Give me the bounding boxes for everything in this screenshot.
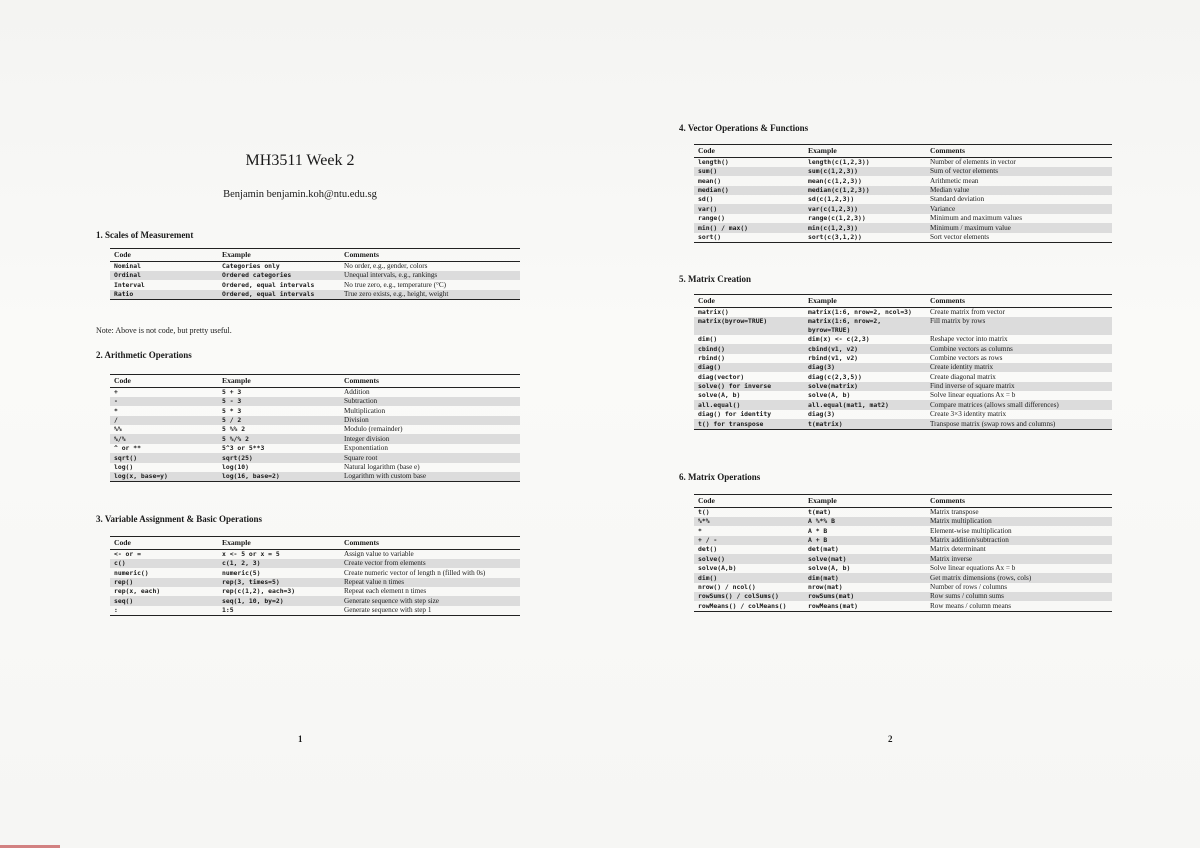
table-arithmetic-operations (110, 374, 520, 482)
page-number: 1 (298, 734, 303, 744)
cell-comment: Solve linear equations Ax = b (930, 564, 1016, 573)
cell-code: + / - (694, 536, 804, 545)
cell-comment: Minimum and maximum values (930, 214, 1023, 223)
cell-comment: Find inverse of square matrix (926, 382, 1112, 391)
cell-code: t() for transpose (694, 419, 804, 429)
page-2 (600, 0, 1200, 848)
cell-example: 5^3 or 5**3 (222, 444, 265, 453)
cell-example: t(mat) (808, 507, 832, 516)
cell-code: t() (698, 507, 710, 516)
cell-code: * (114, 406, 118, 415)
cell-example: sd(c(1,2,3)) (808, 195, 855, 204)
column-header-code: Code (110, 537, 218, 550)
cell-code: log(x, base=y) (110, 472, 218, 482)
cell-code: Interval (114, 280, 145, 289)
cell-comment: Addition (344, 387, 370, 396)
cell-example: 5 * 3 (222, 406, 242, 415)
table-scales-of-measurement (110, 248, 520, 300)
cell-example: solve(A, b) (808, 391, 851, 400)
cell-example: x <- 5 or x = 5 (222, 549, 280, 558)
cell-example: Ordered, equal intervals (222, 280, 315, 289)
table-row (110, 397, 520, 406)
cell-code: matrix() (698, 307, 729, 316)
table-row (110, 463, 520, 472)
cell-code: %*% (694, 517, 804, 526)
cell-comment: Compare matrices (allows small differences) (926, 400, 1112, 409)
table-row (694, 344, 1112, 353)
cell-example: solve(matrix) (804, 382, 926, 391)
cell-comment: Generate sequence with step size (340, 596, 520, 605)
cell-comment: True zero exists, e.g., height, weight (340, 290, 520, 300)
cell-code: <- or = (114, 549, 141, 558)
column-header-code: Code (694, 145, 804, 158)
cell-code: Ordinal (110, 271, 218, 280)
cell-code: dim() (694, 573, 804, 582)
cell-comment: Matrix inverse (926, 554, 1112, 563)
cell-comment: Square root (340, 453, 520, 462)
cell-example: dim(x) <- c(2,3) (808, 335, 870, 344)
cell-comment: Fill matrix by rows (926, 317, 1112, 335)
table-header-row (694, 145, 1112, 158)
cell-comment: Get matrix dimensions (rows, cols) (926, 573, 1112, 582)
column-header-code: Code (110, 375, 218, 388)
cell-example: Categories only (222, 261, 280, 270)
cell-comment: Create vector from elements (340, 559, 520, 568)
cell-example: rep(c(1,2), each=3) (222, 587, 296, 596)
table-row (110, 425, 520, 434)
cell-example: A %*% B (804, 517, 926, 526)
table-row (694, 573, 1112, 582)
table-row (694, 372, 1112, 381)
cell-example: rbind(v1, v2) (808, 353, 859, 362)
table-row (694, 536, 1112, 545)
cell-example: sort(c(3,1,2)) (804, 233, 926, 243)
table-row (694, 545, 1112, 554)
cell-example: Ordered categories (218, 271, 340, 280)
cell-example: solve(A, b) (808, 564, 851, 573)
cell-comment: Create numeric vector of length n (filled with 0s) (344, 568, 486, 577)
cell-example: length(c(1,2,3)) (808, 157, 870, 166)
cell-example: diag(3) (808, 410, 835, 419)
author-line: Benjamin benjamin.koh@ntu.edu.sg (223, 189, 377, 200)
cell-comment: Minimum / maximum value (926, 223, 1112, 232)
column-header-comment: Comments (926, 295, 1112, 308)
cell-comment: Create matrix from vector (930, 307, 1005, 316)
cell-code: var() (694, 204, 804, 213)
column-header-example: Example (804, 295, 926, 308)
cell-comment: Exponentiation (344, 444, 388, 453)
cell-code: diag(vector) (698, 372, 745, 381)
cell-code: cbind() (694, 344, 804, 353)
cell-comment: Element-wise multiplication (930, 526, 1012, 535)
cell-comment: Generate sequence with step 1 (340, 606, 520, 616)
cell-comment: Matrix determinant (930, 545, 986, 554)
cell-example: cbind(v1, v2) (804, 344, 926, 353)
cell-comment: Transpose matrix (swap rows and columns) (926, 419, 1112, 429)
table-row (694, 400, 1112, 409)
table-row (694, 186, 1112, 195)
table-row (694, 167, 1112, 176)
cell-example: rep(3, times=5) (218, 578, 340, 587)
table-row (110, 290, 520, 300)
cell-comment: Subtraction (340, 397, 520, 406)
cell-code: all.equal() (694, 400, 804, 409)
cell-example: Ordered, equal intervals (218, 290, 340, 300)
table-row (110, 406, 520, 415)
table-row (694, 204, 1112, 213)
cell-code: sd() (698, 195, 714, 204)
table-row (110, 280, 520, 289)
cell-example: log(10) (222, 462, 249, 471)
table-header-row (110, 249, 520, 262)
column-header-example: Example (804, 145, 926, 158)
section-heading: 3. Variable Assignment & Basic Operations (96, 514, 263, 524)
table-row (694, 307, 1112, 317)
table-row (694, 223, 1112, 232)
table-row (110, 559, 520, 568)
column-header-code: Code (110, 249, 218, 262)
column-header-code: Code (694, 495, 804, 508)
cell-code: dim() (698, 335, 718, 344)
cell-example: 5 %% 2 (222, 425, 246, 434)
table-row (110, 271, 520, 280)
cell-code: range() (698, 214, 725, 223)
cell-code: median() (694, 186, 804, 195)
cell-example: median(c(1,2,3)) (804, 186, 926, 195)
table-matrix-creation (694, 294, 1112, 430)
cell-comment: No order, e.g., gender, colors (344, 261, 428, 270)
note-text: Note: Above is not code, but pretty useful. (96, 326, 232, 335)
cell-code: rowSums() / colSums() (694, 592, 804, 601)
cell-code: rep(x, each) (114, 587, 161, 596)
table-row (110, 434, 520, 443)
table-row (694, 583, 1112, 592)
cell-example: A * B (808, 526, 828, 535)
cell-code: numeric() (114, 568, 149, 577)
table-row (694, 507, 1112, 517)
column-header-comment: Comments (926, 145, 1112, 158)
cell-code: log() (114, 462, 134, 471)
cell-comment: Arithmetic mean (930, 176, 979, 185)
column-header-comment: Comments (926, 495, 1112, 508)
table-row (110, 416, 520, 425)
table-row (694, 592, 1112, 601)
table-vector-operations (694, 144, 1112, 243)
table-row (694, 382, 1112, 391)
cell-code: sort() (694, 233, 804, 243)
cell-code: diag() for identity (698, 410, 772, 419)
cell-comment: Repeat value n times (340, 578, 520, 587)
cell-code: rbind() (698, 353, 725, 362)
cell-example: min(c(1,2,3)) (804, 223, 926, 232)
cell-comment: Create 3×3 identity matrix (930, 410, 1007, 419)
cell-example: rowSums(mat) (804, 592, 926, 601)
cell-code: solve() (694, 554, 804, 563)
cell-comment: Logarithm with custom base (340, 472, 520, 482)
column-header-example: Example (218, 537, 340, 550)
cell-comment: Sort vector elements (926, 233, 1112, 243)
table-row (110, 606, 520, 616)
cell-comment: Median value (926, 186, 1112, 195)
table-row (694, 526, 1112, 535)
cell-code: sqrt() (110, 453, 218, 462)
cell-example: diag(c(2,3,5)) (808, 372, 862, 381)
table-header-row (694, 295, 1112, 308)
cell-code: nrow() / ncol() (698, 582, 756, 591)
table-row (694, 157, 1112, 167)
table-matrix-operations (694, 494, 1112, 612)
table-row (694, 317, 1112, 335)
cell-code: ^ or ** (114, 444, 141, 453)
cell-code: %% (114, 425, 122, 434)
table-row (110, 596, 520, 605)
table-row (694, 410, 1112, 419)
cell-comment: Division (340, 416, 520, 425)
cell-example: matrix(1:6, nrow=2, byrow=TRUE) (804, 317, 926, 335)
column-header-example: Example (218, 249, 340, 262)
column-header-comment: Comments (340, 249, 520, 262)
cell-code: sum() (694, 167, 804, 176)
column-header-comment: Comments (340, 375, 520, 388)
table-row (694, 354, 1112, 363)
cell-code: diag() (694, 363, 804, 372)
cell-comment: Row means / column means (926, 601, 1112, 611)
table-row (694, 176, 1112, 185)
table-row (694, 601, 1112, 611)
cell-comment: Unequal intervals, e.g., rankings (340, 271, 520, 280)
cell-comment: Combine vectors as rows (930, 353, 1003, 362)
cell-example: dim(mat) (804, 573, 926, 582)
table-row (694, 419, 1112, 429)
cell-code: solve(A,b) (698, 564, 737, 573)
cell-code: c() (110, 559, 218, 568)
table-row (110, 444, 520, 453)
cell-comment: Combine vectors as columns (926, 344, 1112, 353)
cell-code: solve(A, b) (698, 391, 741, 400)
cell-code: length() (698, 157, 729, 166)
table-variable-assignment (110, 536, 520, 616)
cell-code: - (110, 397, 218, 406)
cell-comment: Create identity matrix (926, 363, 1112, 372)
table-row (110, 472, 520, 482)
table-header-row (110, 537, 520, 550)
cell-example: 5 / 2 (218, 416, 340, 425)
cell-code: solve() for inverse (694, 382, 804, 391)
column-header-code: Code (694, 295, 804, 308)
table-row (110, 387, 520, 397)
table-row (694, 214, 1112, 223)
cell-comment: Integer division (340, 434, 520, 443)
cell-code: * (698, 526, 702, 535)
section-heading: 1. Scales of Measurement (96, 230, 194, 240)
cell-example: numeric(5) (222, 568, 261, 577)
cell-code: rep() (110, 578, 218, 587)
table-row (110, 568, 520, 577)
cell-code: Ratio (110, 290, 218, 300)
cell-example: c(1, 2, 3) (218, 559, 340, 568)
page-number: 2 (888, 734, 893, 744)
cell-comment: No true zero, e.g., temperature (°C) (344, 280, 447, 289)
cell-comment: Multiplication (344, 406, 386, 415)
table-row (694, 195, 1112, 204)
cell-example: 1:5 (218, 606, 340, 616)
cell-code: min() / max() (694, 223, 804, 232)
cell-example: 5 - 3 (218, 397, 340, 406)
table-row (694, 363, 1112, 372)
table-row (110, 549, 520, 559)
cell-comment: Number of rows / columns (930, 582, 1008, 591)
table-row (110, 578, 520, 587)
cell-example: t(matrix) (804, 419, 926, 429)
cell-comment: Repeat each element n times (344, 587, 427, 596)
table-row (110, 587, 520, 596)
cell-code: seq() (110, 596, 218, 605)
cell-example: matrix(1:6, nrow=2, ncol=3) (808, 307, 912, 316)
table-row (694, 517, 1112, 526)
section-heading: 2. Arithmetic Operations (96, 350, 192, 360)
cell-example: seq(1, 10, by=2) (218, 596, 340, 605)
cell-comment: Modulo (remainder) (344, 425, 403, 434)
cell-example: sqrt(25) (218, 453, 340, 462)
table-header-row (694, 495, 1112, 508)
cell-comment: Matrix multiplication (926, 517, 1112, 526)
cell-comment: Row sums / column sums (926, 592, 1112, 601)
section-heading: 5. Matrix Creation (679, 274, 752, 284)
cell-comment: Matrix addition/subtraction (926, 536, 1112, 545)
cell-example: rowMeans(mat) (804, 601, 926, 611)
cell-example: diag(3) (804, 363, 926, 372)
cell-comment: Standard deviation (930, 195, 985, 204)
cell-code: + (114, 387, 118, 396)
cell-code: : (110, 606, 218, 616)
cell-comment: Reshape vector into matrix (930, 335, 1008, 344)
cell-comment: Solve linear equations Ax = b (930, 391, 1016, 400)
cell-example: 5 + 3 (222, 387, 242, 396)
table-row (694, 391, 1112, 400)
cell-example: range(c(1,2,3)) (808, 214, 866, 223)
cell-comment: Number of elements in vector (930, 157, 1016, 166)
cell-code: / (110, 416, 218, 425)
cell-example: var(c(1,2,3)) (804, 204, 926, 213)
table-row (694, 554, 1112, 563)
cell-code: det() (698, 545, 718, 554)
cell-comment: Create diagonal matrix (930, 372, 996, 381)
cell-example: sum(c(1,2,3)) (804, 167, 926, 176)
cell-example: mean(c(1,2,3)) (808, 176, 862, 185)
cell-comment: Matrix transpose (930, 507, 979, 516)
cell-example: log(16, base=2) (218, 472, 340, 482)
table-header-row (110, 375, 520, 388)
cell-code: %/% (110, 434, 218, 443)
cell-example: nrow(mat) (808, 582, 843, 591)
cell-comment: Assign value to variable (344, 549, 414, 558)
cell-comment: Natural logarithm (base e) (344, 462, 420, 471)
table-row (694, 335, 1112, 344)
cell-example: det(mat) (808, 545, 839, 554)
table-row (110, 453, 520, 462)
cell-code: matrix(byrow=TRUE) (694, 317, 804, 335)
section-heading: 6. Matrix Operations (679, 472, 761, 482)
cell-code: Nominal (114, 261, 141, 270)
cell-example: A + B (804, 536, 926, 545)
table-row (694, 564, 1112, 573)
cell-comment: Variance (926, 204, 1112, 213)
table-row (694, 233, 1112, 243)
column-header-comment: Comments (340, 537, 520, 550)
column-header-example: Example (218, 375, 340, 388)
cell-code: rowMeans() / colMeans() (694, 601, 804, 611)
cell-code: mean() (698, 176, 722, 185)
document-title: MH3511 Week 2 (245, 152, 355, 169)
cell-example: all.equal(mat1, mat2) (804, 400, 926, 409)
table-row (110, 261, 520, 271)
column-header-example: Example (804, 495, 926, 508)
cell-example: 5 %/% 2 (218, 434, 340, 443)
cell-example: solve(mat) (804, 554, 926, 563)
section-heading: 4. Vector Operations & Functions (679, 123, 809, 133)
cell-comment: Sum of vector elements (926, 167, 1112, 176)
